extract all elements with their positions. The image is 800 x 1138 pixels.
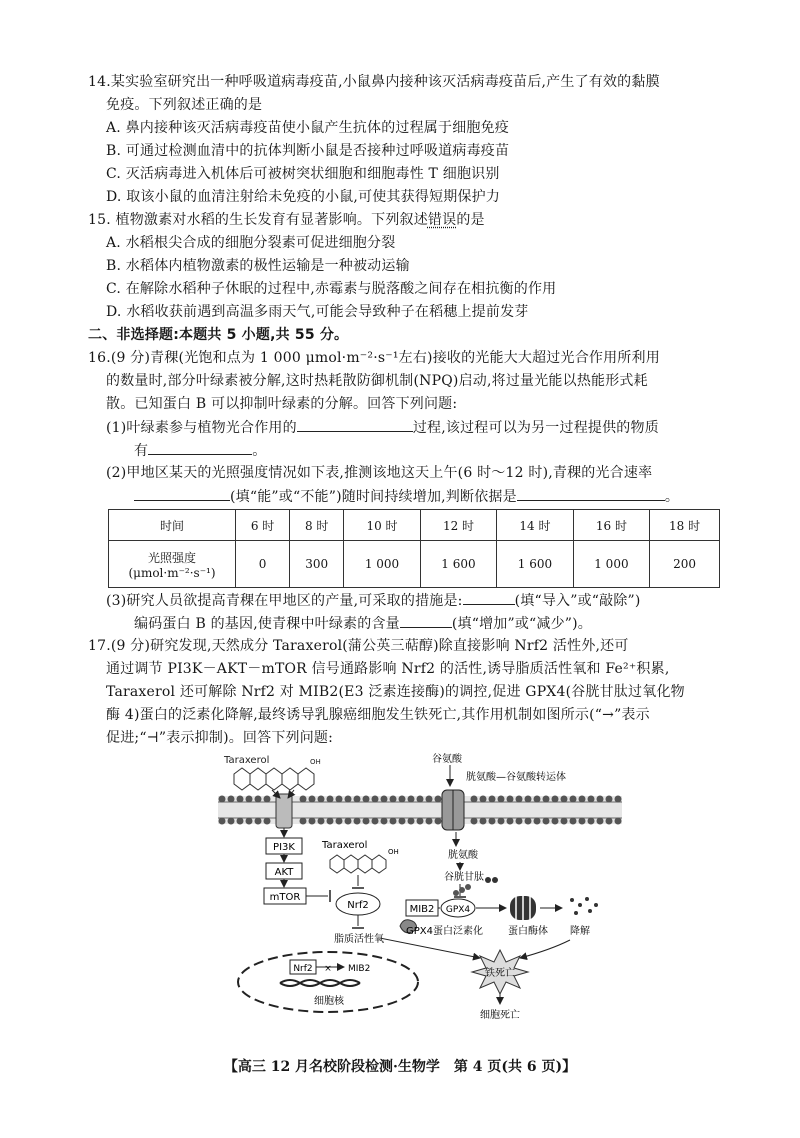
q16-part3-line1 [106, 590, 641, 611]
q16-part2-text-b: (填“能”或“不能”)随时间持续增加,判断依据是 [230, 489, 517, 505]
glutathione-dot [492, 877, 498, 883]
cell-death-label: 细胞死亡 [480, 1010, 520, 1021]
q17-stem-line1: 17.(9 分)研究发现,天然成分 Taraxerol(蒲公英三萜醇)除直接影响 Nrf2 活性外,还可 [88, 638, 629, 654]
q17-stem-line4: 酶 4)蛋白的泛素化降解,最终诱导乳腺癌细胞发生铁死亡,其作用机制如图所示(“→”表示 [106, 707, 650, 723]
transporter-label: 胱氨酸—谷氨酸转运体 [466, 772, 566, 783]
q16-part1-text-a: (1)叶绿素参与植物光合作用的 [106, 420, 297, 436]
taraxerol-label-top: Taraxerol [224, 755, 270, 766]
q15-stem [88, 210, 485, 230]
q15-option-d: D. 水稻收获前遇到高温多雨天气,可能会导致种子在稻穗上提前发芽 [106, 304, 529, 320]
table-cell: 1 000 [573, 541, 649, 588]
row-label-line2: (μmol·m⁻²·s⁻¹) [128, 565, 216, 580]
light-intensity-table [108, 509, 720, 588]
table-cell: 1 600 [497, 541, 573, 588]
q15-option-c: C. 在解除水稻种子休眠的过程中,赤霉素与脱落酸之间存在相抗衡的作用 [106, 281, 557, 297]
q15-stem-end: 的是 [456, 212, 485, 228]
q16-stem-line1: 16.(9 分)青稞(光饱和点为 1 000 μmol·m⁻²·s⁻¹左右)接收的光能大大超过光合作用所利用 [88, 350, 660, 366]
taraxerol-molecule-top [234, 768, 314, 790]
section-heading: 二、非选择题:本题共 5 小题,共 55 分。 [88, 327, 349, 343]
answer-blank[interactable] [463, 590, 515, 605]
gpx4-label: GPX4 [445, 905, 471, 915]
q15-option-b: B. 水稻体内植物激素的极性运输是一种被动运输 [106, 258, 410, 274]
q16-part2-line2 [134, 486, 679, 507]
q14-stem-line1: 14.某实验室研究出一种呼吸道病毒疫苗,小鼠鼻内接种该灭活病毒疫苗后,产生了有效的黏膜 [88, 74, 660, 90]
table-cell: 0 [236, 541, 290, 588]
nucleus-label: 细胞核 [314, 996, 344, 1007]
table-cell: 1 600 [420, 541, 496, 588]
page-footer: 【高三 12 月名校阶段检测·生物学 第 4 页(共 6 页)】 [223, 1059, 577, 1075]
q16-part1-text-d: 。 [252, 443, 267, 459]
glutathione-label: 谷胱甘肽 [444, 872, 484, 883]
q15-stem-emphasis: 错误 [427, 212, 457, 228]
nrf2-label: Nrf2 [347, 900, 369, 911]
cross-icon: × [324, 964, 332, 974]
q16-part1-text-c: 有 [134, 443, 149, 459]
taraxerol-label-mid: Taraxerol [322, 840, 368, 851]
table-header-row [109, 510, 720, 541]
q16-stem-line3: 散。已知蛋白 B 可以抑制叶绿素的分解。回答下列问题: [106, 396, 458, 412]
table-cell: 18 时 [650, 510, 720, 541]
ubiquitin-chain [453, 884, 471, 896]
mtor-label: mTOR [269, 892, 301, 903]
table-cell: 12 时 [420, 510, 496, 541]
q14-option-d: D. 取该小鼠的血清注射给未免疫的小鼠,可使其获得短期保护力 [106, 189, 501, 205]
q16-part1-text-b: 过程,该过程可以为另一过程提供的物质 [412, 420, 659, 436]
table-value-row [109, 541, 720, 588]
q14-option-c: C. 灭活病毒进入机体后可被树突状细胞和细胞毒性 T 细胞识别 [106, 166, 500, 182]
q16-part3-text-c: 编码蛋白 B 的基因,使青稞中叶绿素的含量 [134, 616, 400, 632]
lipid-ros-label: 脂质活性氧 [334, 934, 384, 945]
glutathione-dot [485, 877, 491, 883]
taraxerol-molecule-mid [330, 855, 386, 873]
q16-part3-line2 [134, 613, 592, 634]
table-cell: 10 时 [344, 510, 420, 541]
q16-part3-text-d: (填“增加”或“减少”)。 [451, 616, 592, 632]
mib2-label: MIB2 [409, 904, 435, 915]
degradation-label: 降解 [570, 926, 590, 937]
q14-option-b: B. 可通过检测血清中的抗体判断小鼠是否接种过呼吸道病毒疫苗 [106, 143, 510, 159]
arrow [380, 938, 480, 958]
q14-option-a: A. 鼻内接种该灭活病毒疫苗使小鼠产生抗体的过程属于细胞免疫 [106, 120, 510, 136]
ferroptosis-label: 铁死亡 [485, 968, 515, 979]
table-cell: 8 时 [290, 510, 344, 541]
proteasome-label: 蛋白酶体 [508, 926, 548, 937]
q16-part2-line1: (2)甲地区某天的光照强度情况如下表,推测该地这天上午(6 时～12 时),青稞的光合速率 [106, 465, 653, 481]
table-cell: 300 [290, 541, 344, 588]
q16-part1 [106, 417, 659, 438]
mib2-nucleus-label: MIB2 [348, 964, 371, 974]
q16-stem-line2: 的数量时,部分叶绿素被分解,这时热耗散防御机制(NPQ)启动,将过量光能以热能形式耗 [106, 373, 648, 389]
arrow [520, 940, 570, 958]
table-cell: 200 [650, 541, 720, 588]
table-row-label [109, 541, 236, 588]
cystine-label: 胱氨酸 [448, 850, 478, 861]
answer-blank[interactable] [297, 417, 413, 432]
answer-blank[interactable] [517, 486, 665, 501]
nrf2-nucleus-label: Nrf2 [293, 964, 313, 974]
membrane-receptor [276, 794, 292, 828]
akt-label: AKT [274, 867, 294, 878]
q16-part2-text-c: 。 [664, 489, 680, 505]
table-cell: 16 时 [573, 510, 649, 541]
pi3k-label: PI3K [273, 842, 295, 853]
answer-blank[interactable] [134, 486, 230, 501]
table-cell: 1 000 [344, 541, 420, 588]
oh-label-mid: OH [388, 848, 399, 856]
q15-stem-text: 15. 植物激素对水稻的生长发育有显著影响。下列叙述 [88, 212, 428, 228]
q15-option-a: A. 水稻根尖合成的细胞分裂素可促进细胞分裂 [106, 235, 396, 251]
proteasome-icon [510, 896, 536, 920]
q16-part3-text-a: (3)研究人员欲提高青稞在甲地区的产量,可采取的措施是: [106, 593, 463, 609]
table-cell: 14 时 [497, 510, 573, 541]
answer-blank[interactable] [400, 613, 452, 628]
row-label-line1: 光照强度 [147, 550, 196, 565]
q17-stem-line5: 促进;“⊣”表示抑制)。回答下列问题: [106, 730, 334, 746]
q17-stem-line3: Taraxerol 还可解除 Nrf2 对 MIB2(E3 泛素连接酶)的调控,促进 GPX4(谷胱甘肽过氧化物 [106, 684, 685, 700]
table-header-label: 时间 [109, 510, 236, 541]
q16-part3-text-b: (填“导入”或“敲除”) [514, 593, 641, 609]
glutamate-label: 谷氨酸 [432, 754, 462, 765]
q17-stem-line2: 通过调节 PI3K－AKT－mTOR 信号通路影响 Nrf2 的活性,诱导脂质活性氧和 Fe²⁺积累, [106, 661, 670, 677]
q16-part1-cont [134, 440, 266, 461]
answer-blank[interactable] [148, 440, 252, 455]
mechanism-diagram [210, 750, 630, 1025]
q14-stem-line2: 免疫。下列叙述正确的是 [106, 97, 263, 113]
oh-label-top: OH [310, 758, 321, 766]
table-cell: 6 时 [236, 510, 290, 541]
gpx4-ubiquitination-label: GPX4蛋白泛素化 [406, 926, 483, 937]
degraded-fragments [570, 897, 598, 915]
